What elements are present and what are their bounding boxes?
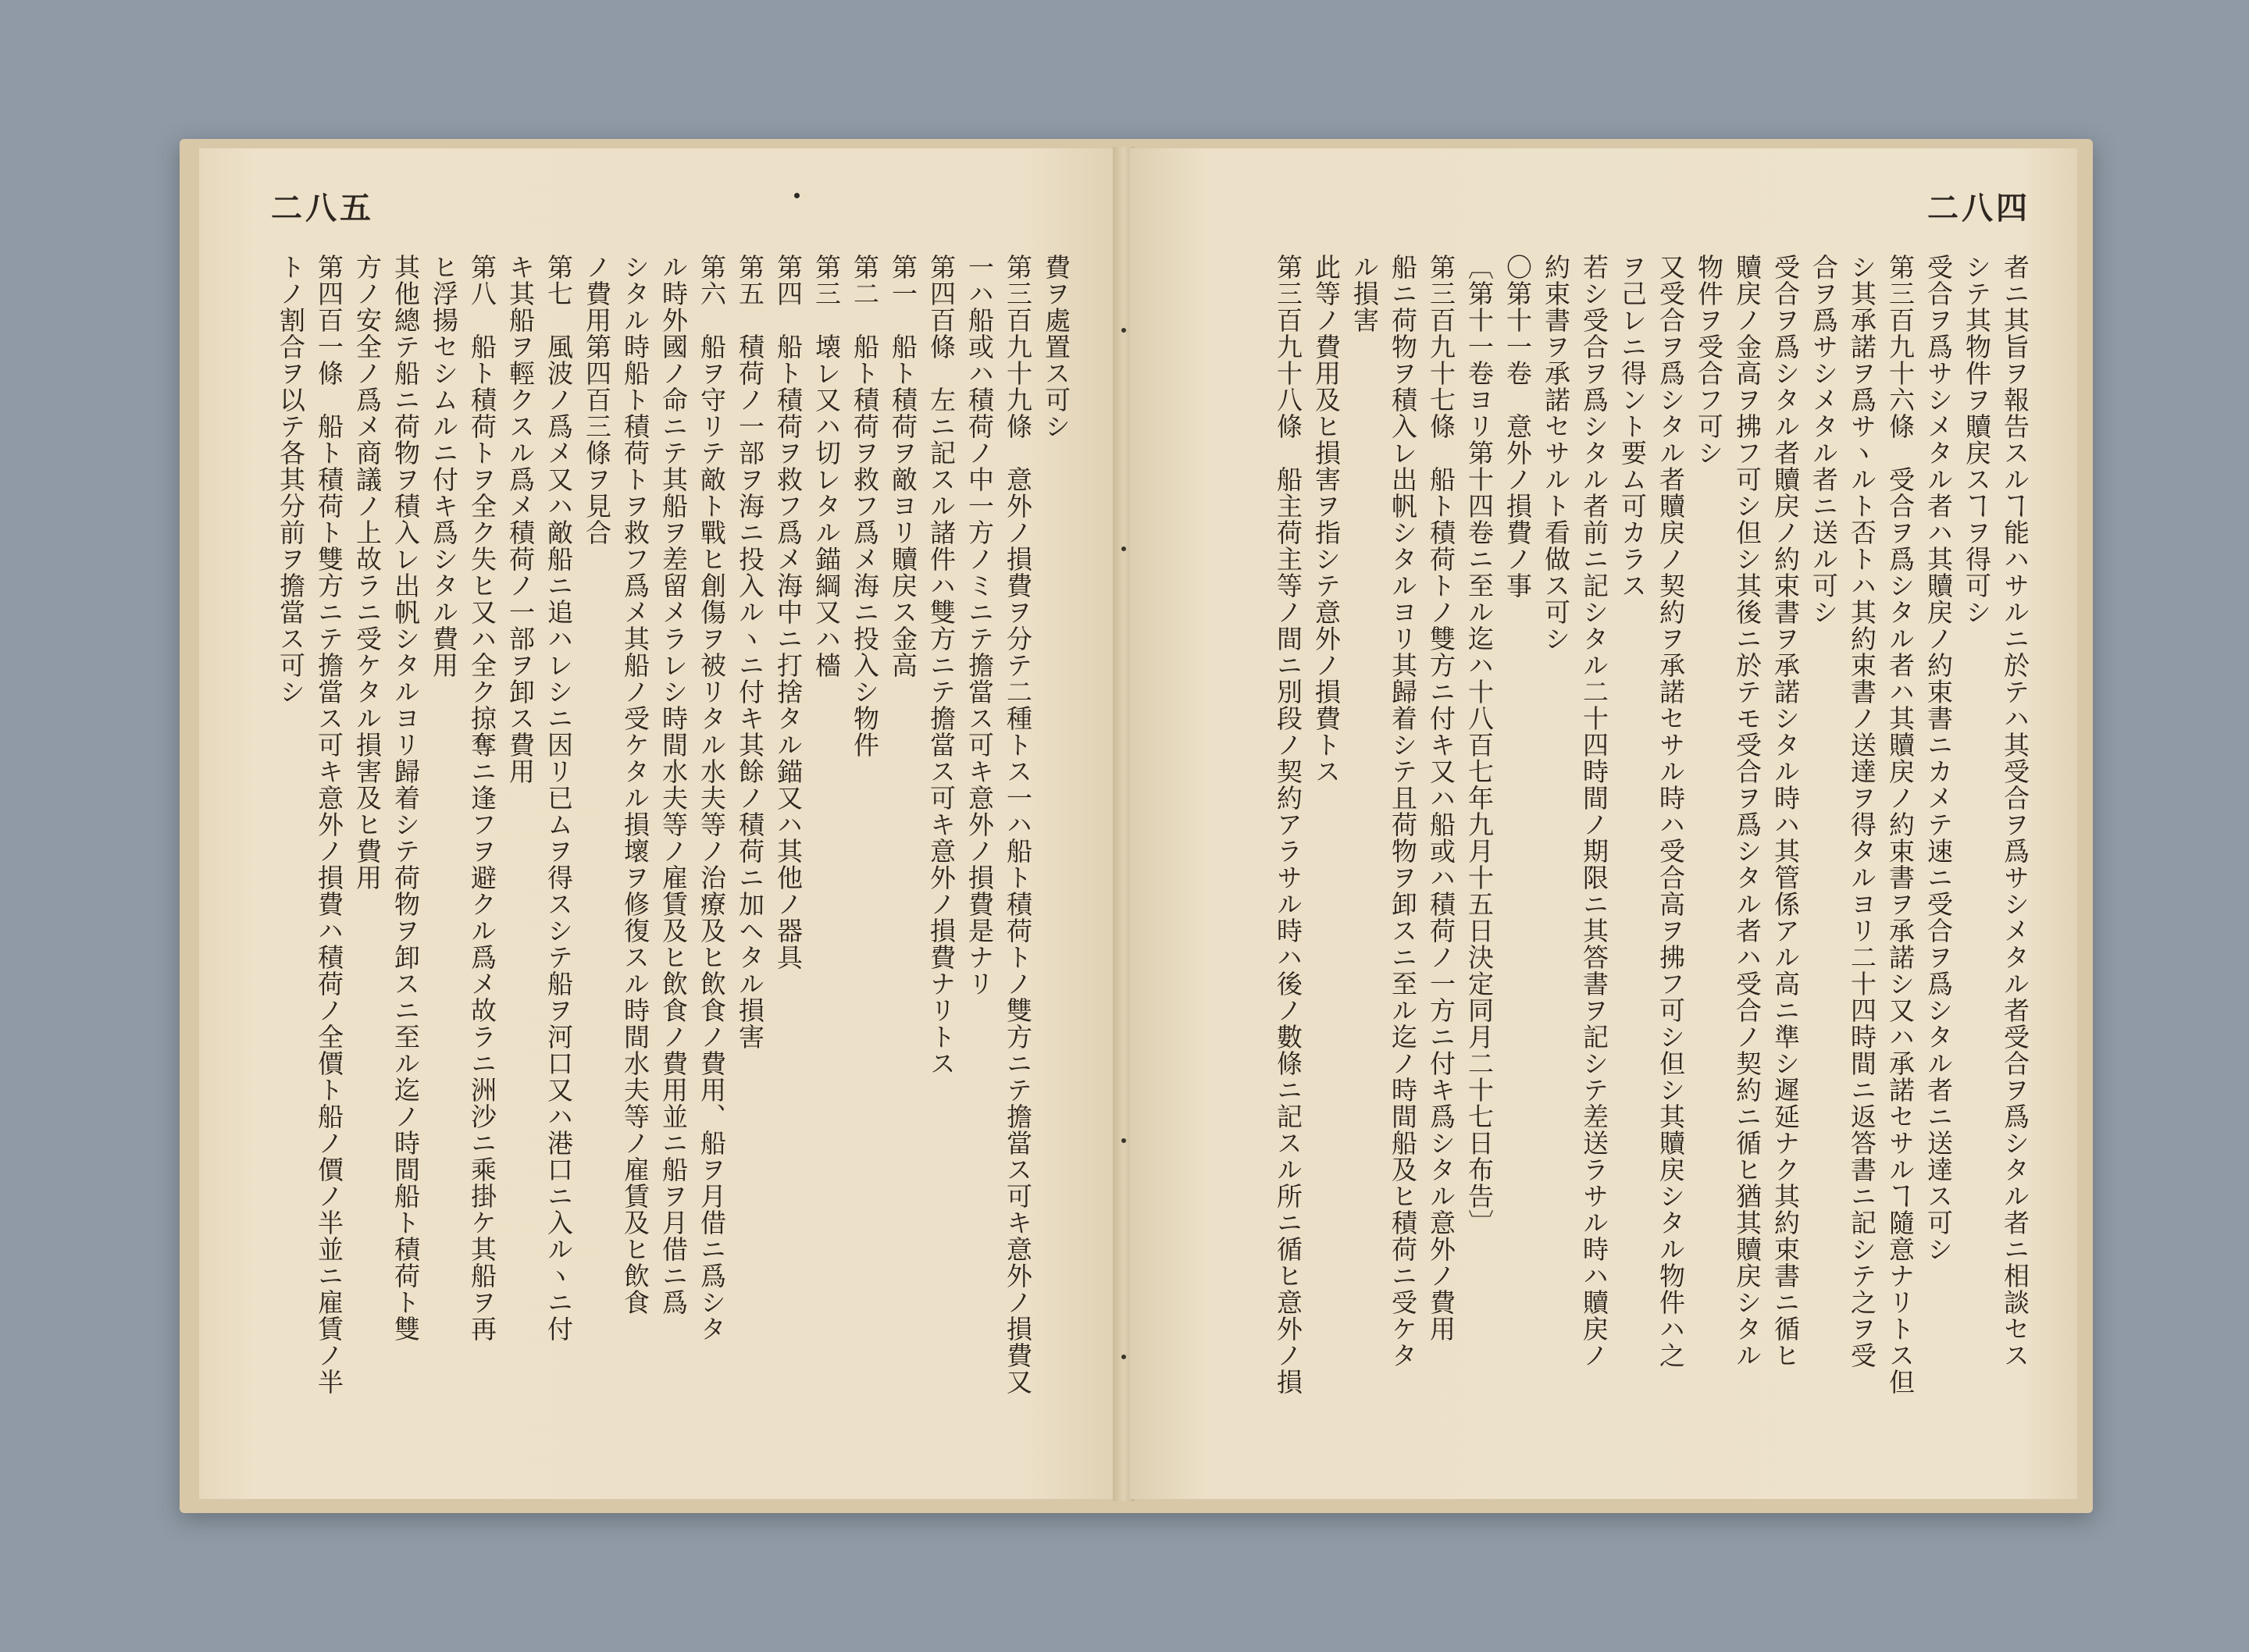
text-line: ヲ己レニ得ント要ム可カラス	[1617, 254, 1648, 599]
text-line: 費ヲ處置ス可シ	[1041, 254, 1071, 440]
text-line: シタル時船ト積荷トヲ救フ爲メ其船ノ受ケタル損壞ヲ修復スル時間水夫等ノ雇賃及ヒ飲食	[620, 254, 650, 1316]
text-line: 第四 船ト積荷ヲ救フ爲メ海中ニ打捨タル錨又ハ其他ノ器具	[773, 254, 804, 970]
text-line: 其他總テ船ニ荷物ヲ積入レ出帆シタルヨリ歸着シテ荷物ヲ卸スニ至ル迄ノ時間船ト積荷ト雙	[390, 254, 421, 1342]
text-line: 第三百九十七條 船ト積荷トノ雙方ニ付キ又ハ船或ハ積荷ノ一方ニ付キ爲シタル意外ノ費用	[1426, 254, 1456, 1342]
text-line: 〔第十一卷ヨリ第十四卷ニ至ル迄ハ十八百七年九月十五日決定同月二十七日布告〕	[1464, 254, 1495, 1236]
ink-dot	[794, 193, 800, 198]
text-line: 第三百九十九條 意外ノ損費ヲ分テ二種トス一ハ船ト積荷トノ雙方ニテ擔當ス可キ意外ノ損費又	[1003, 254, 1033, 1395]
binding-stitch	[1121, 1355, 1126, 1359]
text-line: 又受合ヲ爲シタル者贖戻ノ契約ヲ承諾セサル時ハ受合高ヲ拂フ可シ但シ其贖戻シタル物件ハ之	[1656, 254, 1686, 1369]
text-line: 若シ受合ヲ爲シタル者前ニ記シタル二十四時間ノ期限ニ其答書ヲ記シテ差送ラサル時ハ贖戻ノ	[1579, 254, 1609, 1369]
text-line: 第七 風波ノ爲メ又ハ敵船ニ追ハレシニ因リ已ムヲ得スシテ船ヲ河口又ハ港口ニ入ルヽニ付	[544, 254, 574, 1342]
text-line: 物件ヲ受合フ可シ	[1694, 254, 1724, 466]
text-line: 此等ノ費用及ヒ損害ヲ指シテ意外ノ損費トス	[1311, 254, 1342, 785]
binding-stitch	[1121, 328, 1126, 333]
text-line: ル時外國ノ命ニテ其船ヲ差留メラレシ時間水夫等ノ雇賃及ヒ飲食ノ費用並ニ船ヲ月借ニ爲	[658, 254, 689, 1316]
text-line: 第五 積荷ノ一部ヲ海ニ投入ルヽニ付キ其餘ノ積荷ニ加ヘタル損害	[735, 254, 765, 1050]
text-line: ヒ浮揚セシムルニ付キ爲シタル費用	[429, 254, 459, 678]
text-line: トノ割合ヲ以テ各其分前ヲ擔當ス可シ	[276, 254, 306, 705]
text-line: 贖戻ノ金高ヲ拂フ可シ但シ其後ニ於テモ受合ヲ爲シタル者ハ受合ノ契約ニ循ヒ猶其贖戻シタル	[1732, 254, 1762, 1369]
text-line: 第三 壊レ又ハ切レタル錨綱又ハ檣	[811, 254, 842, 678]
right-page-number: 二八四	[1927, 190, 2030, 226]
text-line: 者ニ其旨ヲ報告スルヿ能ハサルニ於テハ其受合ヲ爲サシメタル者受合ヲ爲シタル者ニ相談セス	[2000, 254, 2030, 1369]
text-line: 方ノ安全ノ爲メ商議ノ上故ラニ受ケタル損害及ヒ費用	[352, 254, 383, 891]
text-line: 合ヲ爲サシメタル者ニ送ル可シ	[1809, 254, 1839, 625]
right-page	[1130, 148, 2077, 1499]
left-page-number: 二八五	[271, 190, 374, 226]
text-line: 約束書ヲ承諾セサルト看做ス可シ	[1541, 254, 1571, 652]
text-line: シテ其物件ヲ贖戻スヿヲ得可シ	[1962, 254, 1992, 625]
text-line: 第一 船ト積荷ヲ敵ヨリ贖戻ス金高	[888, 254, 918, 678]
text-line: 受合ヲ爲シタル者贖戻ノ約束書ヲ承諾シタル時ハ其管係アル高ニ準シ遲延ナク其約束書ニ循ヒ	[1770, 254, 1801, 1369]
text-line: シ其承諾ヲ爲サヽルト否トハ其約束書ノ送達ヲ得タルヨリ二十四時間ニ返答書ニ記シテ之ヲ受	[1847, 254, 1877, 1369]
text-line: 第三百九十八條 船主荷主等ノ間ニ別段ノ契約アラサル時ハ後ノ數條ニ記スル所ニ循ヒ意外ノ損	[1273, 254, 1303, 1395]
text-line: 第四百條 左ニ記スル諸件ハ雙方ニテ擔當ス可キ意外ノ損費ナリトス	[926, 254, 957, 1077]
text-line: 第八 船ト積荷トヲ全ク失ヒ又ハ全ク掠奪ニ逢フヲ避クル爲メ故ラニ洲沙ニ乘掛ケ其船ヲ再	[467, 254, 497, 1342]
text-line: ル損害	[1349, 254, 1380, 333]
text-line: 第四百一條 船ト積荷ト雙方ニテ擔當ス可キ意外ノ損費ハ積荷ノ全價ト船ノ價ノ半並ニ雇賃ノ半	[314, 254, 344, 1395]
text-line: キ其船ヲ輕クスル爲メ積荷ノ一部ヲ卸ス費用	[505, 254, 536, 785]
binding-stitch	[1121, 1138, 1126, 1143]
text-line: 第六 船ヲ守リテ敵ト戰ヒ創傷ヲ被リタル水夫等ノ治療及ヒ飲食ノ費用、船ヲ月借ニ爲シタ	[697, 254, 727, 1342]
binding-stitch	[1121, 547, 1126, 551]
left-page	[199, 148, 1119, 1499]
text-line: ノ費用第四百三條ヲ見合	[582, 254, 612, 546]
text-line: 船ニ荷物ヲ積入レ出帆シタルヨリ其歸着シテ且荷物ヲ卸スニ至ル迄ノ時間船及ヒ積荷ニ受ケタ	[1388, 254, 1418, 1369]
right-page-text	[1247, 254, 2034, 1452]
text-line: 〇第十一卷 意外ノ損費ノ事	[1502, 254, 1533, 599]
text-line: 受合ヲ爲サシメタル者ハ其贖戻ノ約束書ニカメテ速ニ受合ヲ爲シタル者ニ送達ス可シ	[1923, 254, 1954, 1262]
text-line: 一ハ船或ハ積荷ノ中一方ノミニテ擔當ス可キ意外ノ損費是ナリ	[964, 254, 995, 997]
text-line: 第二 船ト積荷ヲ救フ爲メ海ニ投入シ物件	[850, 254, 880, 758]
left-page-text	[254, 254, 1075, 1452]
text-line: 第三百九十六條 受合ヲ爲シタル者ハ其贖戻ノ約束書ヲ承諾シ又ハ承諾セサルヿ隨意ナリトス但	[1885, 254, 1916, 1395]
